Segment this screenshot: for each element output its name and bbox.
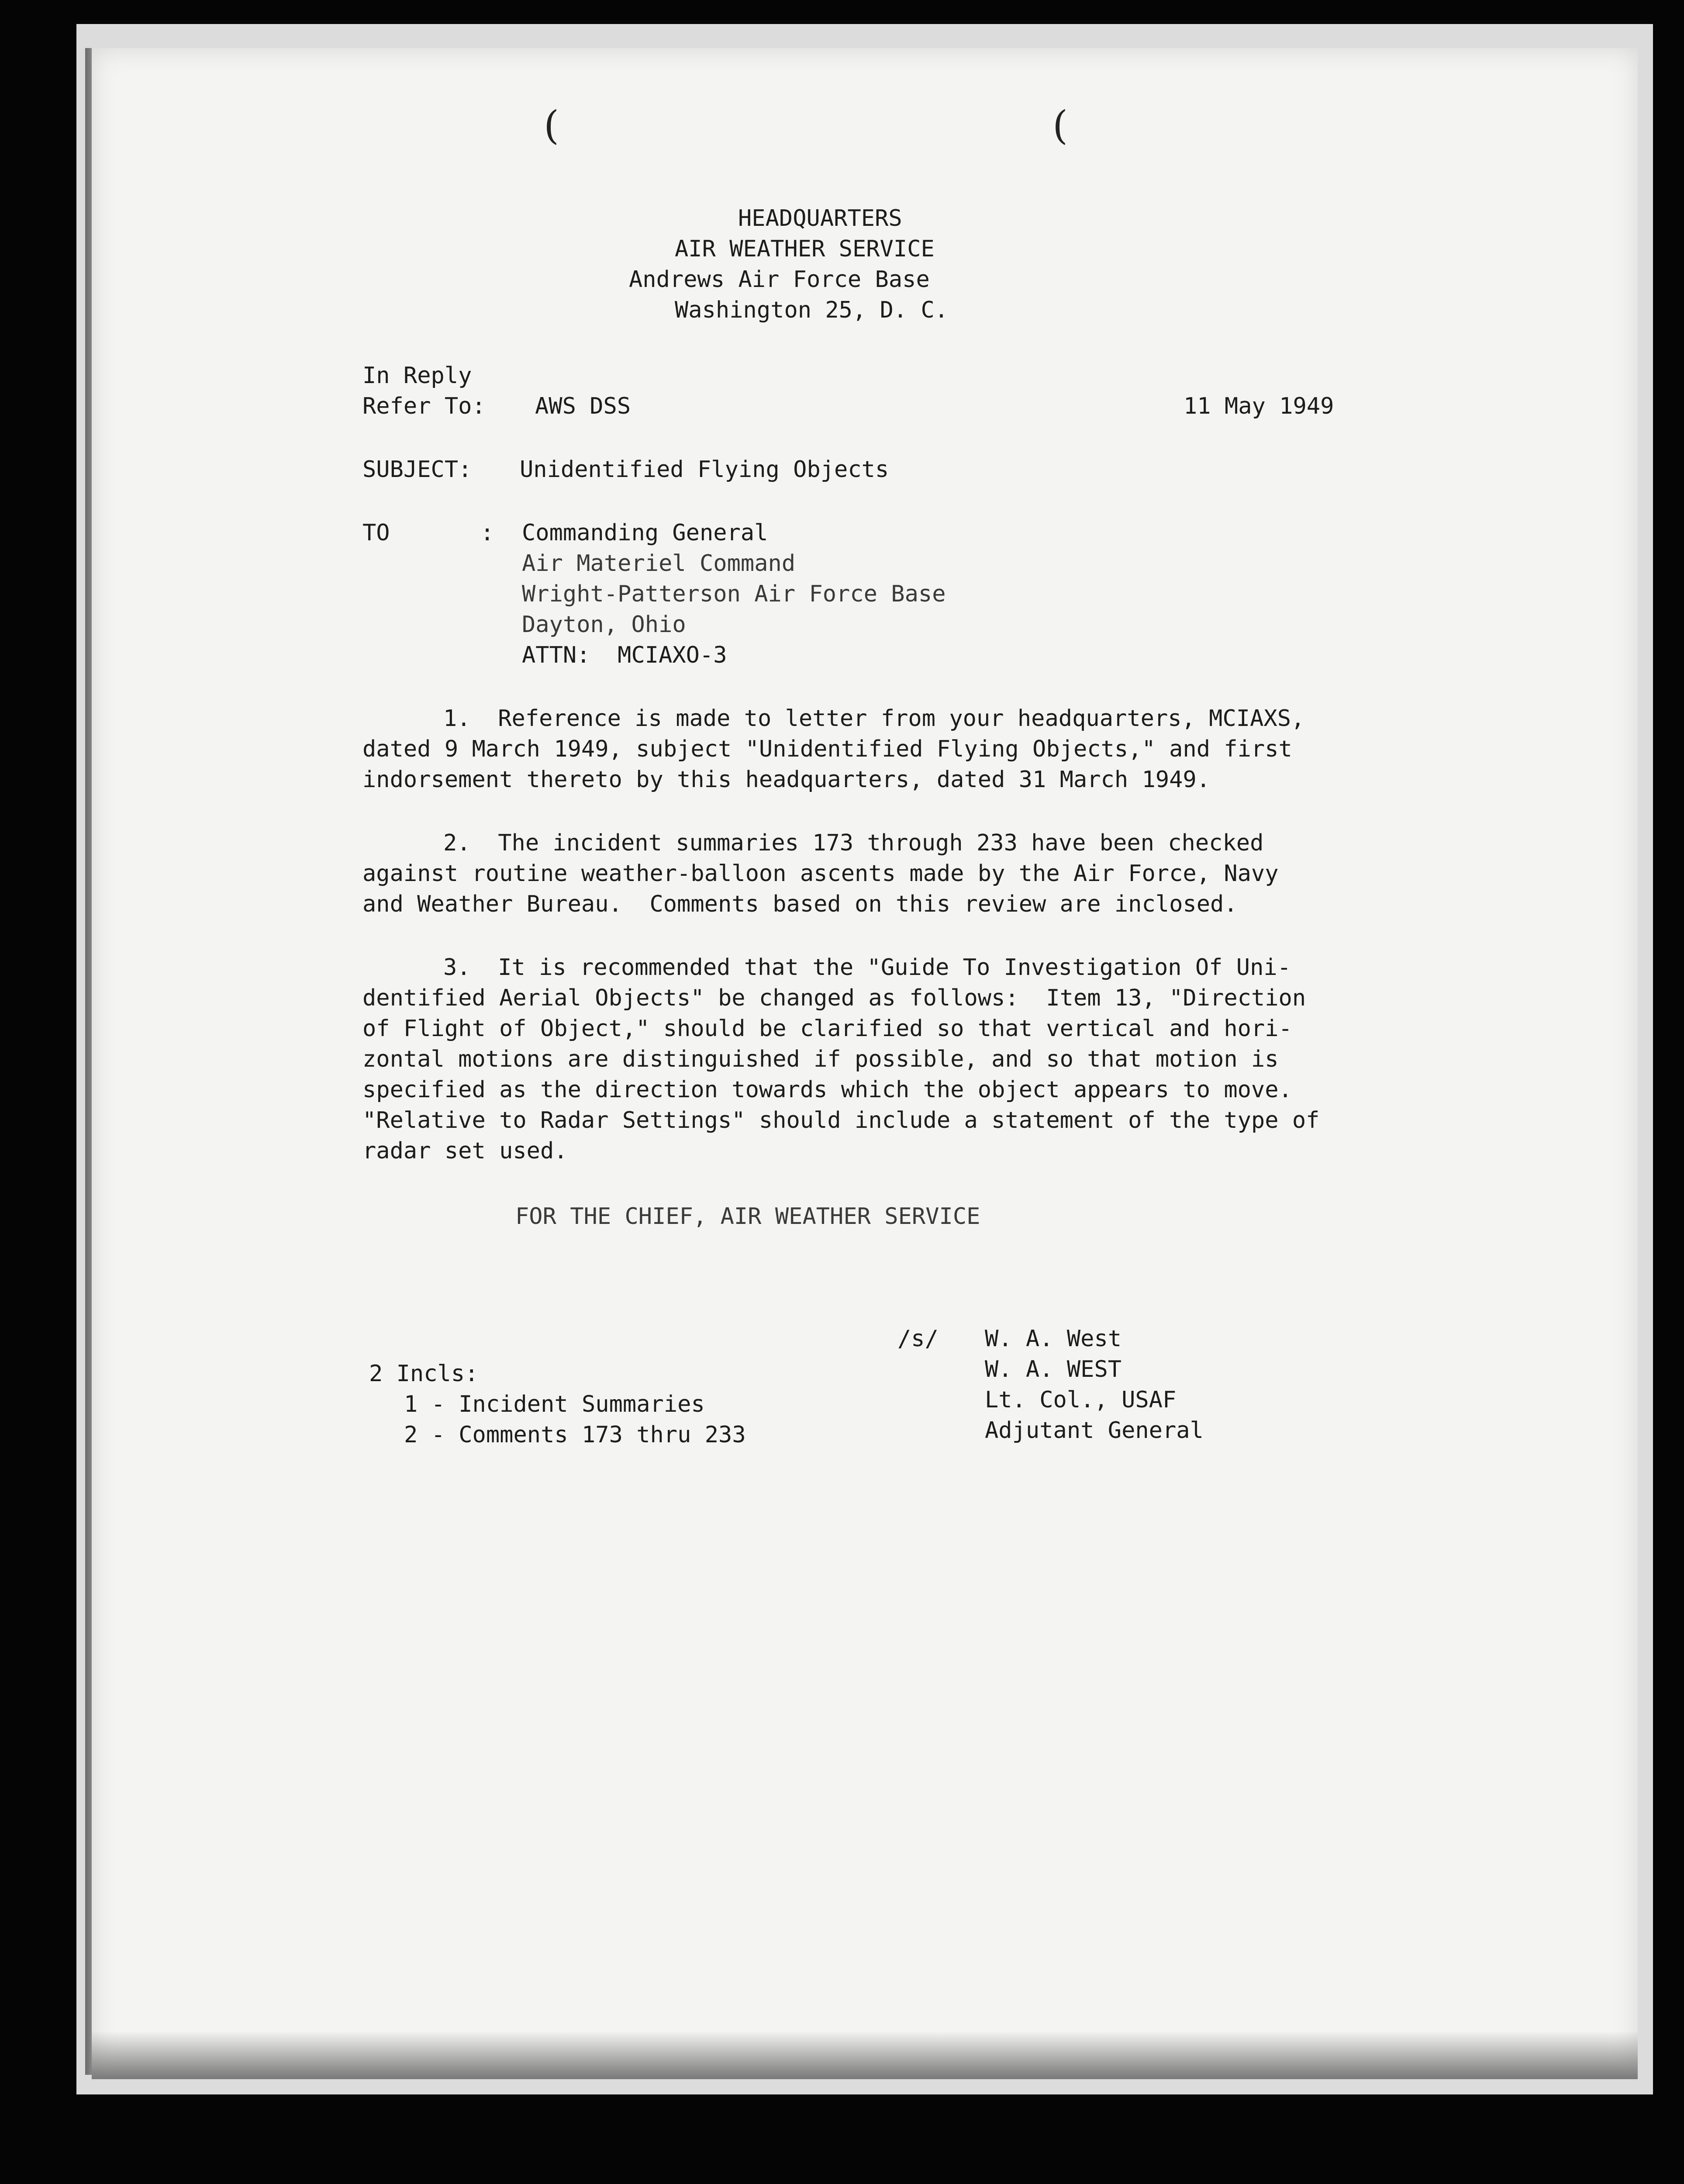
inclosure-item-1: 1 - Incident Summaries xyxy=(404,1391,705,1417)
signature-line-2: W. A. WEST xyxy=(985,1356,1122,1382)
signature-line-4: Adjutant General xyxy=(985,1417,1204,1444)
refer-to-label: Refer To: xyxy=(362,393,486,419)
addressee-line-2: Air Materiel Command xyxy=(522,550,796,577)
signature-prefix: /s/ xyxy=(897,1326,939,1352)
paragraph-3-line-5: specified as the direction towards which the object appears to move. xyxy=(362,1077,1292,1103)
letterhead-line-3: Andrews Air Force Base xyxy=(629,266,930,293)
subject-value: Unidentified Flying Objects xyxy=(520,456,889,483)
addressee-line-4: Dayton, Ohio xyxy=(522,612,686,638)
paragraph-2-line-1: 2. The incident summaries 173 through 233 have been checked xyxy=(443,830,1264,856)
paragraph-1-line-2: dated 9 March 1949, subject "Unidentified Flying Objects," and first xyxy=(362,736,1292,762)
paragraph-3-line-7: radar set used. xyxy=(362,1138,568,1164)
letterhead-line-4: Washington 25, D. C. xyxy=(675,297,949,323)
paragraph-3-line-2: dentified Aerial Objects" be changed as follows: Item 13, "Direction xyxy=(362,985,1306,1011)
subject-label: SUBJECT: xyxy=(362,456,472,483)
margin-mark-left: ( xyxy=(544,103,559,149)
inclosures-heading: 2 Incls: xyxy=(369,1361,479,1387)
addressee-line-1: Commanding General xyxy=(522,520,768,546)
inclosure-item-2: 2 - Comments 173 thru 233 xyxy=(404,1422,746,1448)
letter-date: 11 May 1949 xyxy=(1184,393,1334,419)
refer-to-value: AWS DSS xyxy=(535,393,631,419)
paragraph-2-line-2: against routine weather-balloon ascents made by the Air Force, Navy xyxy=(362,860,1279,887)
paragraph-3-line-6: "Relative to Radar Settings" should include a statement of the type of xyxy=(362,1107,1320,1133)
to-colon: : xyxy=(480,520,494,546)
addressee-line-3: Wright-Patterson Air Force Base xyxy=(522,581,946,607)
paper-bottom-shadow xyxy=(92,2031,1638,2079)
paragraph-3-line-3: of Flight of Object," should be clarified so that vertical and hori- xyxy=(362,1016,1292,1042)
paragraph-3-line-1: 3. It is recommended that the "Guide To Investigation Of Uni- xyxy=(443,954,1291,981)
to-label: TO xyxy=(362,520,390,546)
in-reply-line: In Reply xyxy=(362,363,472,389)
margin-mark-right: ( xyxy=(1052,103,1068,149)
signature-line-1: W. A. West xyxy=(985,1326,1122,1352)
paragraph-2-line-3: and Weather Bureau. Comments based on this review are inclosed. xyxy=(362,891,1238,917)
paragraph-1-line-1: 1. Reference is made to letter from your headquarters, MCIAXS, xyxy=(443,705,1305,732)
letterhead-line-2: AIR WEATHER SERVICE xyxy=(675,236,935,262)
signature-line-3: Lt. Col., USAF xyxy=(985,1387,1177,1413)
paragraph-3-line-4: zontal motions are distinguished if possible, and so that motion is xyxy=(362,1046,1279,1072)
paragraph-1-line-3: indorsement thereto by this headquarters, dated 31 March 1949. xyxy=(362,767,1211,793)
for-the-chief-line: FOR THE CHIEF, AIR WEATHER SERVICE xyxy=(515,1203,980,1230)
letterhead-line-1: HEADQUARTERS xyxy=(738,205,902,232)
addressee-line-5: ATTN: MCIAXO-3 xyxy=(522,642,727,668)
